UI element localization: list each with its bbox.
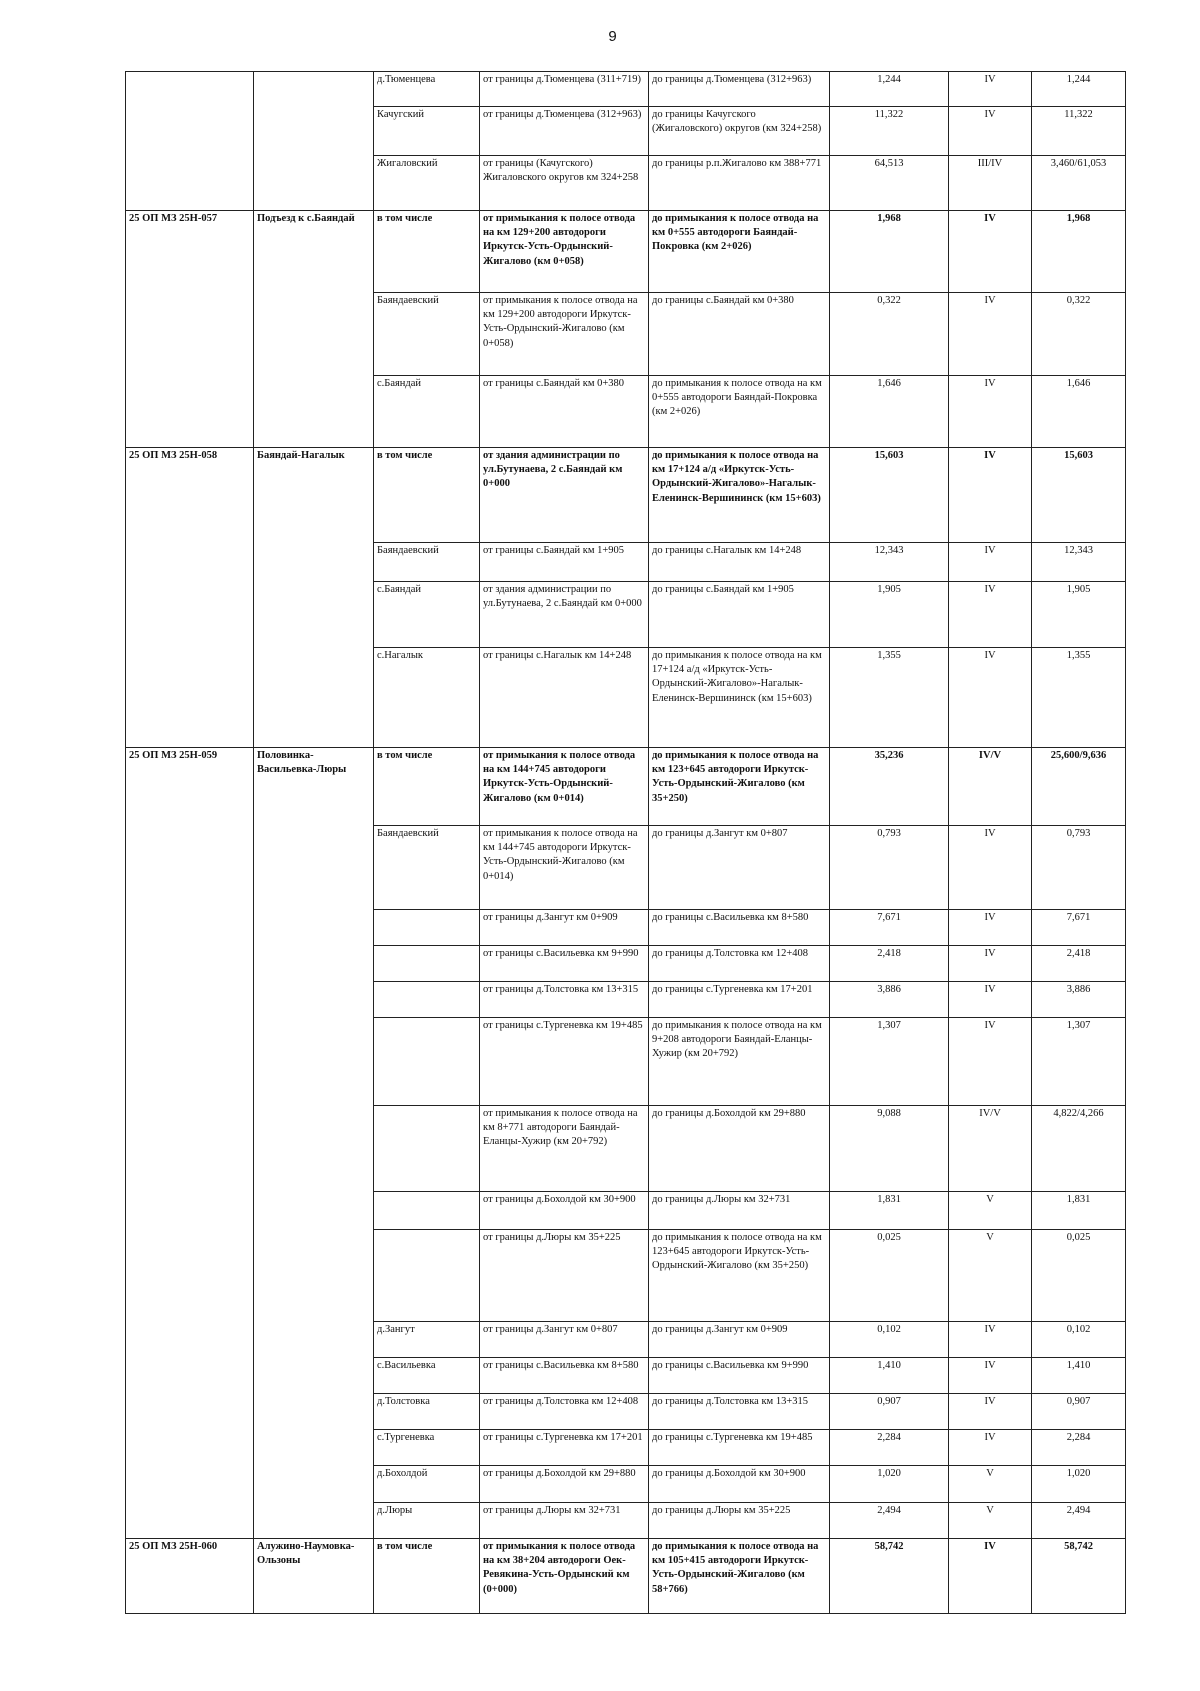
surface-length-cell: 25,600/9,636 bbox=[1032, 748, 1126, 826]
to-cell: до примыкания к полосе отвода на км 9+208 автодороги Баяндай-Еланцы-Хужир (км 20+792) bbox=[649, 1018, 830, 1106]
length-cell: 35,236 bbox=[830, 748, 949, 826]
from-cell: от границы д.Толстовка км 12+408 bbox=[480, 1394, 649, 1430]
district-cell bbox=[374, 1230, 480, 1322]
from-cell: от границы д.Бохолдой км 29+880 bbox=[480, 1466, 649, 1503]
road-name: Алужино-Наумовка-Ользоны bbox=[254, 1539, 374, 1614]
from-cell: от здания администрации по ул.Бутунаева, 2 с.Баяндай км 0+000 bbox=[480, 582, 649, 648]
district-cell: Баяндаевский bbox=[374, 293, 480, 376]
length-cell: 3,886 bbox=[830, 982, 949, 1018]
road-name: Половинка-Васильевка-Люры bbox=[254, 748, 374, 1539]
category-cell: IV bbox=[949, 910, 1032, 946]
category-cell: IV bbox=[949, 946, 1032, 982]
length-cell: 1,355 bbox=[830, 648, 949, 748]
category-cell: IV/V bbox=[949, 1106, 1032, 1192]
surface-length-cell: 2,284 bbox=[1032, 1430, 1126, 1466]
length-cell: 64,513 bbox=[830, 156, 949, 211]
surface-length-cell: 1,831 bbox=[1032, 1192, 1126, 1230]
from-cell: от границы с.Нагалык км 14+248 bbox=[480, 648, 649, 748]
district-cell: с.Нагалык bbox=[374, 648, 480, 748]
category-cell: V bbox=[949, 1503, 1032, 1539]
from-cell: от границы с.Тургеневка км 17+201 bbox=[480, 1430, 649, 1466]
to-cell: до примыкания к полосе отвода на км 105+415 автодороги Иркутск-Усть-Ордынский-Жигалово (км 58+766) bbox=[649, 1539, 830, 1614]
length-cell: 2,494 bbox=[830, 1503, 949, 1539]
from-cell: от границы д.Зангут км 0+807 bbox=[480, 1322, 649, 1358]
surface-length-cell: 1,646 bbox=[1032, 376, 1126, 448]
length-cell: 1,020 bbox=[830, 1466, 949, 1503]
to-cell: до границы Качугского (Жигаловского) округов (км 324+258) bbox=[649, 107, 830, 156]
road-name bbox=[254, 72, 374, 211]
category-cell: V bbox=[949, 1230, 1032, 1322]
length-cell: 1,307 bbox=[830, 1018, 949, 1106]
to-cell: до границы с.Тургеневка км 17+201 bbox=[649, 982, 830, 1018]
district-cell: с.Баяндай bbox=[374, 582, 480, 648]
length-cell: 1,244 bbox=[830, 72, 949, 107]
length-cell: 1,905 bbox=[830, 582, 949, 648]
length-cell: 7,671 bbox=[830, 910, 949, 946]
road-code: 25 ОП МЗ 25Н-058 bbox=[126, 448, 254, 748]
district-cell: с.Баяндай bbox=[374, 376, 480, 448]
to-cell: до примыкания к полосе отвода на км 123+645 автодороги Иркутск-Усть-Ордынский-Жигалово (км 35+250) bbox=[649, 1230, 830, 1322]
table-row bbox=[126, 748, 1126, 826]
length-cell: 1,646 bbox=[830, 376, 949, 448]
to-cell: до границы с.Баяндай км 1+905 bbox=[649, 582, 830, 648]
category-cell: V bbox=[949, 1192, 1032, 1230]
to-cell: до примыкания к полосе отвода на км 17+124 а/д «Иркутск-Усть-Ордынский-Жигалово»-Нагалык-Еленинск-Вершининск (км 15+603) bbox=[649, 448, 830, 543]
road-name: Баяндай-Нагалык bbox=[254, 448, 374, 748]
category-cell: IV bbox=[949, 1322, 1032, 1358]
district-cell: Баяндаевский bbox=[374, 826, 480, 910]
roads-table bbox=[125, 71, 1126, 1614]
surface-length-cell: 1,244 bbox=[1032, 72, 1126, 107]
from-cell: от примыкания к полосе отвода на км 144+745 автодороги Иркутск-Усть-Ордынский-Жигалово (км 0+014) bbox=[480, 826, 649, 910]
district-cell: с.Васильевка bbox=[374, 1358, 480, 1394]
district-cell: в том числе bbox=[374, 748, 480, 826]
category-cell: IV bbox=[949, 376, 1032, 448]
to-cell: до границы с.Васильевка км 8+580 bbox=[649, 910, 830, 946]
length-cell: 58,742 bbox=[830, 1539, 949, 1614]
length-cell: 9,088 bbox=[830, 1106, 949, 1192]
length-cell: 0,322 bbox=[830, 293, 949, 376]
to-cell: до границы д.Бохолдой км 30+900 bbox=[649, 1466, 830, 1503]
surface-length-cell: 11,322 bbox=[1032, 107, 1126, 156]
category-cell: III/IV bbox=[949, 156, 1032, 211]
surface-length-cell: 0,102 bbox=[1032, 1322, 1126, 1358]
to-cell: до границы д.Бохолдой км 29+880 bbox=[649, 1106, 830, 1192]
surface-length-cell: 58,742 bbox=[1032, 1539, 1126, 1614]
district-cell bbox=[374, 1192, 480, 1230]
length-cell: 2,418 bbox=[830, 946, 949, 982]
road-code: 25 ОП МЗ 25Н-059 bbox=[126, 748, 254, 1539]
category-cell: IV bbox=[949, 543, 1032, 582]
surface-length-cell: 4,822/4,266 bbox=[1032, 1106, 1126, 1192]
category-cell: IV bbox=[949, 107, 1032, 156]
district-cell bbox=[374, 1106, 480, 1192]
surface-length-cell: 1,020 bbox=[1032, 1466, 1126, 1503]
district-cell: Баяндаевский bbox=[374, 543, 480, 582]
district-cell: д.Люры bbox=[374, 1503, 480, 1539]
length-cell: 1,410 bbox=[830, 1358, 949, 1394]
surface-length-cell: 7,671 bbox=[1032, 910, 1126, 946]
district-cell bbox=[374, 982, 480, 1018]
district-cell: в том числе bbox=[374, 1539, 480, 1614]
to-cell: до границы д.Тюменцева (312+963) bbox=[649, 72, 830, 107]
category-cell: V bbox=[949, 1466, 1032, 1503]
category-cell: IV bbox=[949, 648, 1032, 748]
category-cell: IV bbox=[949, 1539, 1032, 1614]
district-cell: Качугский bbox=[374, 107, 480, 156]
category-cell: IV bbox=[949, 982, 1032, 1018]
from-cell: от примыкания к полосе отвода на км 38+204 автодороги Оек-Ревякина-Усть-Ордынский км (0+000) bbox=[480, 1539, 649, 1614]
from-cell: от границы д.Тюменцева (312+963) bbox=[480, 107, 649, 156]
road-code bbox=[126, 72, 254, 211]
district-cell: д.Зангут bbox=[374, 1322, 480, 1358]
category-cell: IV bbox=[949, 211, 1032, 293]
district-cell: Жигаловский bbox=[374, 156, 480, 211]
category-cell: IV bbox=[949, 826, 1032, 910]
surface-length-cell: 0,322 bbox=[1032, 293, 1126, 376]
category-cell: IV bbox=[949, 293, 1032, 376]
surface-length-cell: 3,460/61,053 bbox=[1032, 156, 1126, 211]
from-cell: от примыкания к полосе отвода на км 129+200 автодороги Иркутск-Усть-Ордынский-Жигалово (км 0+058) bbox=[480, 211, 649, 293]
surface-length-cell: 1,968 bbox=[1032, 211, 1126, 293]
from-cell: от границы д.Бохолдой км 30+900 bbox=[480, 1192, 649, 1230]
to-cell: до границы с.Нагалык км 14+248 bbox=[649, 543, 830, 582]
to-cell: до примыкания к полосе отвода на км 17+124 а/д «Иркутск-Усть-Ордынский-Жигалово»-Нагалык-Еленинск-Вершининск (км 15+603) bbox=[649, 648, 830, 748]
length-cell: 11,322 bbox=[830, 107, 949, 156]
from-cell: от границы д.Тюменцева (311+719) bbox=[480, 72, 649, 107]
district-cell bbox=[374, 910, 480, 946]
from-cell: от здания администрации по ул.Бутунаева, 2 с.Баяндай км 0+000 bbox=[480, 448, 649, 543]
from-cell: от границы с.Баяндай км 0+380 bbox=[480, 376, 649, 448]
district-cell: д.Тюменцева bbox=[374, 72, 480, 107]
road-name: Подъезд к с.Баяндай bbox=[254, 211, 374, 448]
surface-length-cell: 15,603 bbox=[1032, 448, 1126, 543]
to-cell: до примыкания к полосе отвода на км 0+555 автодороги Баяндай-Покровка (км 2+026) bbox=[649, 376, 830, 448]
length-cell: 1,968 bbox=[830, 211, 949, 293]
district-cell bbox=[374, 1018, 480, 1106]
to-cell: до границы д.Зангут км 0+807 bbox=[649, 826, 830, 910]
length-cell: 2,284 bbox=[830, 1430, 949, 1466]
district-cell: с.Тургеневка bbox=[374, 1430, 480, 1466]
length-cell: 0,907 bbox=[830, 1394, 949, 1430]
length-cell: 0,102 bbox=[830, 1322, 949, 1358]
surface-length-cell: 0,793 bbox=[1032, 826, 1126, 910]
page-number: 9 bbox=[608, 28, 617, 45]
to-cell: до границы д.Люры км 35+225 bbox=[649, 1503, 830, 1539]
to-cell: до примыкания к полосе отвода на км 123+645 автодороги Иркутск-Усть-Ордынский-Жигалово (км 35+250) bbox=[649, 748, 830, 826]
category-cell: IV bbox=[949, 72, 1032, 107]
from-cell: от границы д.Люры км 32+731 bbox=[480, 1503, 649, 1539]
to-cell: до границы с.Васильевка км 9+990 bbox=[649, 1358, 830, 1394]
surface-length-cell: 0,025 bbox=[1032, 1230, 1126, 1322]
length-cell: 12,343 bbox=[830, 543, 949, 582]
surface-length-cell: 1,905 bbox=[1032, 582, 1126, 648]
category-cell: IV bbox=[949, 1018, 1032, 1106]
district-cell: в том числе bbox=[374, 448, 480, 543]
category-cell: IV bbox=[949, 582, 1032, 648]
district-cell: д.Бохолдой bbox=[374, 1466, 480, 1503]
surface-length-cell: 1,410 bbox=[1032, 1358, 1126, 1394]
category-cell: IV bbox=[949, 448, 1032, 543]
surface-length-cell: 1,307 bbox=[1032, 1018, 1126, 1106]
category-cell: IV/V bbox=[949, 748, 1032, 826]
length-cell: 0,793 bbox=[830, 826, 949, 910]
category-cell: IV bbox=[949, 1430, 1032, 1466]
to-cell: до границы с.Баяндай км 0+380 bbox=[649, 293, 830, 376]
to-cell: до примыкания к полосе отвода на км 0+555 автодороги Баяндай-Покровка (км 2+026) bbox=[649, 211, 830, 293]
district-cell: в том числе bbox=[374, 211, 480, 293]
from-cell: от примыкания к полосе отвода на км 144+745 автодороги Иркутск-Усть-Ордынский-Жигалово (км 0+014) bbox=[480, 748, 649, 826]
length-cell: 1,831 bbox=[830, 1192, 949, 1230]
from-cell: от границы д.Люры км 35+225 bbox=[480, 1230, 649, 1322]
from-cell: от примыкания к полосе отвода на км 8+771 автодороги Баяндай-Еланцы-Хужир (км 20+792) bbox=[480, 1106, 649, 1192]
table-row bbox=[126, 1539, 1126, 1614]
district-cell: д.Толстовка bbox=[374, 1394, 480, 1430]
surface-length-cell: 12,343 bbox=[1032, 543, 1126, 582]
surface-length-cell: 2,494 bbox=[1032, 1503, 1126, 1539]
table-row bbox=[126, 448, 1126, 543]
from-cell: от примыкания к полосе отвода на км 129+200 автодороги Иркутск-Усть-Ордынский-Жигалово (км 0+058) bbox=[480, 293, 649, 376]
from-cell: от границы д.Зангут км 0+909 bbox=[480, 910, 649, 946]
surface-length-cell: 0,907 bbox=[1032, 1394, 1126, 1430]
to-cell: до границы д.Зангут км 0+909 bbox=[649, 1322, 830, 1358]
from-cell: от границы д.Толстовка км 13+315 bbox=[480, 982, 649, 1018]
category-cell: IV bbox=[949, 1394, 1032, 1430]
to-cell: до границы с.Тургеневка км 19+485 bbox=[649, 1430, 830, 1466]
category-cell: IV bbox=[949, 1358, 1032, 1394]
from-cell: от границы (Качугского) Жигаловского округов км 324+258 bbox=[480, 156, 649, 211]
to-cell: до границы д.Люры км 32+731 bbox=[649, 1192, 830, 1230]
length-cell: 15,603 bbox=[830, 448, 949, 543]
district-cell bbox=[374, 946, 480, 982]
surface-length-cell: 2,418 bbox=[1032, 946, 1126, 982]
table-row bbox=[126, 72, 1126, 107]
to-cell: до границы р.п.Жигалово км 388+771 bbox=[649, 156, 830, 211]
surface-length-cell: 1,355 bbox=[1032, 648, 1126, 748]
length-cell: 0,025 bbox=[830, 1230, 949, 1322]
to-cell: до границы д.Толстовка км 12+408 bbox=[649, 946, 830, 982]
surface-length-cell: 3,886 bbox=[1032, 982, 1126, 1018]
table-row bbox=[126, 211, 1126, 293]
from-cell: от границы с.Васильевка км 9+990 bbox=[480, 946, 649, 982]
road-code: 25 ОП МЗ 25Н-057 bbox=[126, 211, 254, 448]
from-cell: от границы с.Баяндай км 1+905 bbox=[480, 543, 649, 582]
to-cell: до границы д.Толстовка км 13+315 bbox=[649, 1394, 830, 1430]
from-cell: от границы с.Васильевка км 8+580 bbox=[480, 1358, 649, 1394]
from-cell: от границы с.Тургеневка км 19+485 bbox=[480, 1018, 649, 1106]
road-code: 25 ОП МЗ 25Н-060 bbox=[126, 1539, 254, 1614]
